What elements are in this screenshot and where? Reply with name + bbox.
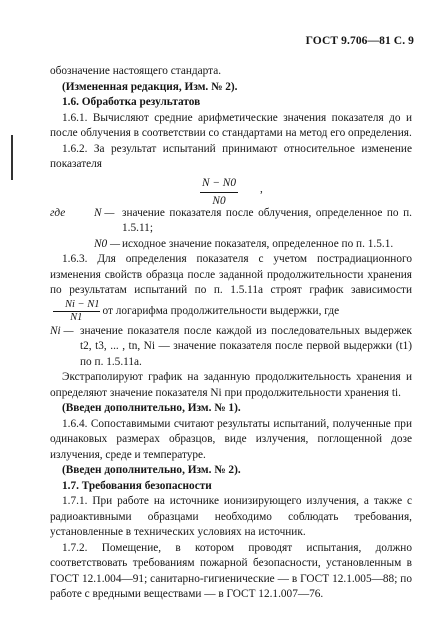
formula-comma: , <box>260 182 263 195</box>
inline-fraction <box>53 299 100 324</box>
section-heading-1-6: 1.6. Обработка результатов <box>62 96 201 108</box>
definition-symbol: Ni — <box>50 324 74 337</box>
document-body <box>50 64 412 603</box>
margin-mark <box>11 135 13 180</box>
definition-where: где <box>50 206 66 219</box>
fraction-bar <box>200 192 238 193</box>
inline-denominator: N1 <box>70 311 83 323</box>
paragraph-1-6-1: 1.6.1. Вычисляют средние арифметические значения показателя до и после облучения в соответствии со стандартами на метод его определения. <box>50 111 412 139</box>
amendment-note: (Введен дополнительно, Изм. № 2). <box>62 464 241 476</box>
definition-row <box>50 237 412 253</box>
paragraph-text: от логарифма продолжительности выдержки, где <box>102 304 340 317</box>
paragraph-1-6-2: 1.6.2. За результат испытаний принимают относительное изменение показателя <box>50 142 412 170</box>
section-heading-1-7: 1.7. Требования безопасности <box>62 479 212 492</box>
paragraph-1-7-1: 1.7.1. При работе на источнике ионизирующего излучения, а также с радиоактивными образцами необходимо соблюдать требования, установленные в технических условиях на источник. <box>50 495 412 538</box>
amendment-note: (Введен дополнительно, Изм. № 1). <box>62 402 241 414</box>
formula-numerator: N − N0 <box>202 176 236 189</box>
paragraph-1-6-3-cont: Экстраполируют график на заданную продолжительность хранения и определяют значение показателя Ni при продолжительности хранения ti. <box>50 371 412 399</box>
formula-denominator: N0 <box>212 195 226 207</box>
amendment-note: (Измененная редакция, Изм. № 2). <box>62 80 238 93</box>
definition-symbol: N — <box>94 206 115 219</box>
definition-text: значение показателя после облучения, определенное по п. 1.5.11; <box>122 206 412 234</box>
formula-fraction <box>200 176 238 210</box>
paragraph-1-6-3 <box>50 252 412 324</box>
paragraph-1-7-2: 1.7.2. Помещение, в котором проводят испытания, должно соответствовать требованиям пожарной безопасности, установленным в ГОСТ 12.1.004—91; санитарно-гигиенические — в ГОСТ 12.1.005—88; по работе с вредными веществами — в ГОСТ 12.1.007—76. <box>50 541 412 600</box>
page-header: ГОСТ 9.706—81 С. 9 <box>305 35 414 47</box>
definition-text: исходное значение показателя, определенное по п. 1.5.1. <box>122 237 394 250</box>
definition-row <box>50 206 412 237</box>
paragraph-text: 1.6.3. Для определения показателя с учетом пострадиационного изменения свойств образца после заданной продолжительности хранения по результатам испытаний по п. 1.5.11а строят график зависимости <box>50 253 412 296</box>
paragraph-1-6-4: 1.6.4. Сопоставимыми считают результаты испытаний, полученные при одинаковых размерах образцов, виде излучения, поглощенной дозе излучения, среде и температуре. <box>50 417 412 461</box>
text-line: обозначение настоящего стандарта. <box>50 65 222 77</box>
definition-row <box>50 324 412 371</box>
definition-text: значение показателя после каждой из последовательных выдержек t2, t3, ... , tn, Ni — значение показателя после первой выдержки (t1) по п. 1.5.11а. <box>80 324 412 368</box>
inline-numerator: Ni − N1 <box>65 298 100 310</box>
formula <box>50 173 412 206</box>
definition-symbol: N0 — <box>94 237 121 250</box>
